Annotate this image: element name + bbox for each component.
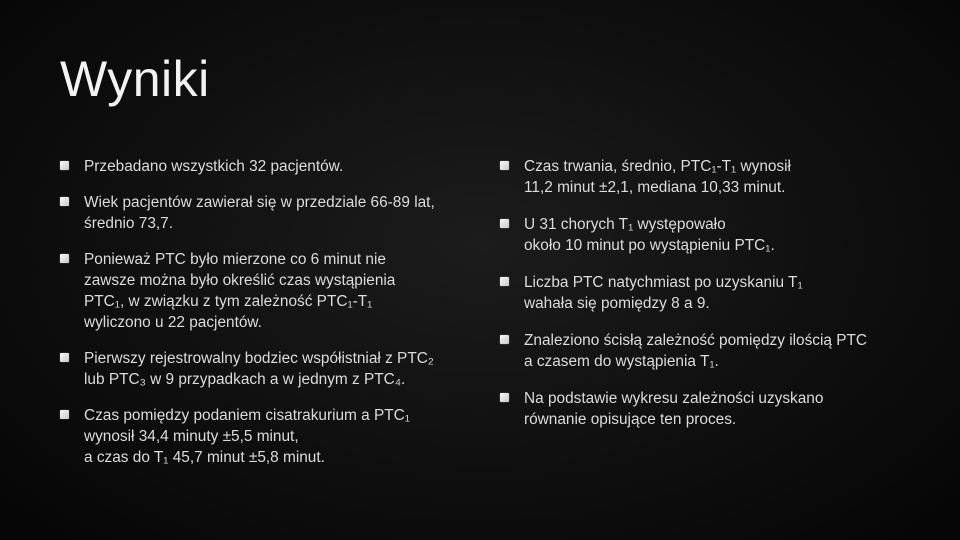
bullet-item	[60, 192, 480, 234]
bullet-item	[500, 330, 920, 372]
right-bullet-list	[500, 156, 920, 430]
left-bullet-list	[60, 156, 480, 468]
bullet-line: Pierwszy rejestrowalny bodziec współistniał z PTC₂	[84, 350, 434, 367]
bullet-icon	[60, 410, 69, 419]
bullet-item	[500, 214, 920, 256]
bullet-line: lub PTC₃ w 9 przypadkach a w jednym z PTC₄.	[84, 371, 406, 388]
bullet-icon	[500, 277, 509, 286]
bullet-line: wynosił 34,4 minuty ±5,5 minut,	[84, 428, 299, 445]
bullet-line: wyliczono u 22 pacjentów.	[84, 314, 262, 331]
bullet-line: Czas pomiędzy podaniem cisatrakurium a PTC₁	[84, 407, 410, 424]
bullet-line: Ponieważ PTC było mierzone co 6 minut nie	[84, 251, 386, 268]
bullet-line: Znaleziono ścisłą zależność pomiędzy ilością PTC	[524, 332, 868, 349]
bullet-icon	[60, 254, 69, 263]
bullet-line: średnio 73,7.	[84, 215, 173, 232]
bullet-line: równanie opisujące ten proces.	[524, 411, 737, 428]
bullet-line: Czas trwania, średnio, PTC₁-T₁ wynosił	[524, 158, 791, 175]
bullet-icon	[60, 353, 69, 362]
bullet-icon	[60, 197, 69, 206]
bullet-line: zawsze można było określić czas wystąpienia	[84, 272, 396, 289]
bullet-line: Na podstawie wykresu zależności uzyskano	[524, 390, 824, 407]
bullet-line: Wiek pacjentów zawierał się w przedziale 66-89 lat,	[84, 194, 435, 211]
bullet-line: Liczba PTC natychmiast po uzyskaniu T₁	[524, 274, 803, 291]
bullet-item	[60, 405, 480, 468]
bullet-line: a czas do T₁ 45,7 minut ±5,8 minut.	[84, 449, 325, 466]
bullet-item	[500, 272, 920, 314]
bullet-icon	[500, 393, 509, 402]
right-column	[500, 156, 920, 446]
bullet-line: 11,2 minut ±2,1, mediana 10,33 minut.	[524, 179, 786, 196]
bullet-item	[60, 156, 480, 177]
bullet-line: a czasem do wystąpienia T₁.	[524, 353, 719, 370]
bullet-item	[500, 156, 920, 198]
bullet-icon	[60, 161, 69, 170]
bullet-line: U 31 chorych T₁ występowało	[524, 216, 726, 233]
bullet-item	[60, 249, 480, 333]
bullet-line: wahała się pomiędzy 8 a 9.	[524, 295, 710, 312]
bullet-line: PTC₁, w związku z tym zależność PTC₁-T₁	[84, 293, 373, 310]
bullet-icon	[500, 219, 509, 228]
bullet-item	[60, 348, 480, 390]
bullet-icon	[500, 335, 509, 344]
left-column	[60, 156, 480, 483]
bullet-icon	[500, 161, 509, 170]
slide-title: Wyniki	[60, 51, 210, 107]
bullet-item	[500, 388, 920, 430]
bullet-line: około 10 minut po wystąpieniu PTC₁.	[524, 237, 775, 254]
bullet-line: Przebadano wszystkich 32 pacjentów.	[84, 158, 344, 175]
